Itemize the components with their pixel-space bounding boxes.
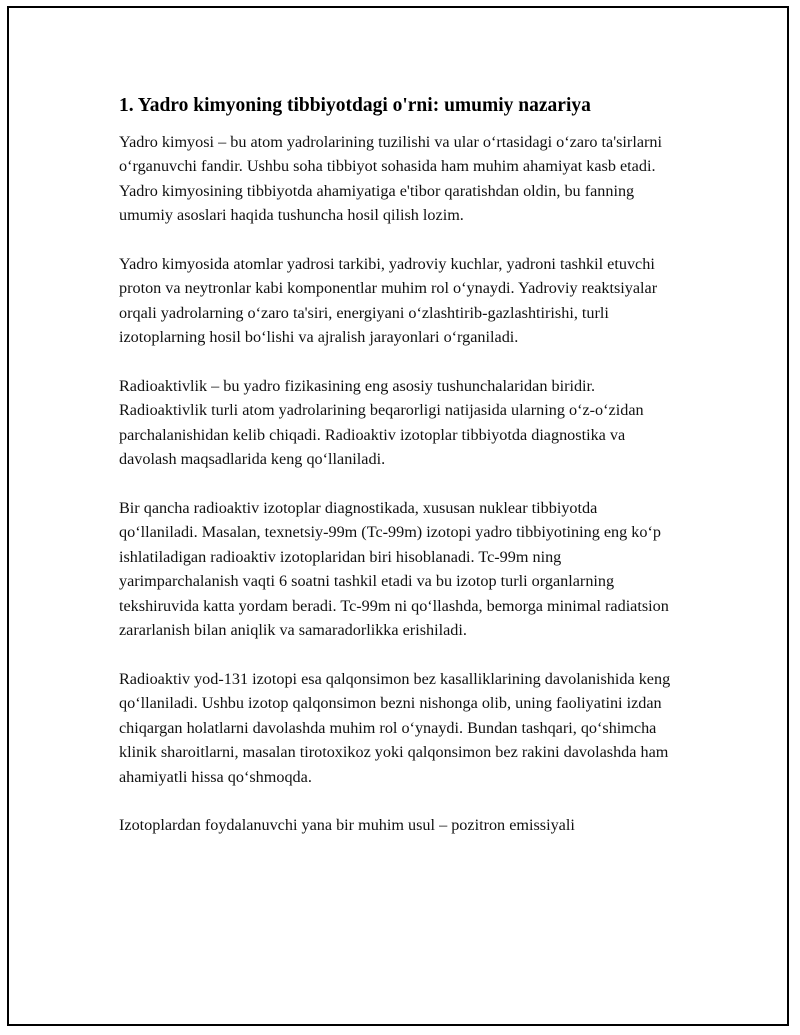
paragraph-6: Izotoplardan foydalanuvchi yana bir muhim usul – pozitron emissiyali xyxy=(119,816,575,835)
paragraph-3: Radioaktivlik – bu yadro fizikasining eng asosiy tushunchalaridan biridir. Radioaktivlik turli atom yadrolarining beqarorligi natijasida ularning o‘z-o‘zidan parchalanishidan kelib chiqadi. Radioaktiv izotoplar tibbiyotda diagnostika va davolash maqsadlarida keng qo‘llaniladi. xyxy=(119,377,644,469)
section-heading: 1. Yadro kimyoning tibbiyotdagi o'rni: umumiy nazariya xyxy=(119,95,591,116)
paragraph-1: Yadro kimyosi – bu atom yadrolarining tuzilishi va ular o‘rtasidagi o‘zaro ta'sirlarni o‘rganuvchi fandir. Ushbu soha tibbiyot sohasida ham muhim ahamiyat kasb etadi. Yadro kimyosining tibbiyotda ahamiyatiga e'tibor qaratishdan oldin, bu fanning umumiy asoslari haqida tushuncha hosil qilish lozim. xyxy=(119,133,662,225)
paragraph-5: Radioaktiv yod-131 izotopi esa qalqonsimon bez kasalliklarining davolanishida keng qo‘llaniladi. Ushbu izotop qalqonsimon bezni nishonga olib, uning faoliyatini izdan chiqargan holatlarni davolashda muhim rol o‘ynaydi. Bundan tashqari, qo‘shimcha klinik sharoitlarni, masalan tirotoxikoz yoki qalqonsimon bez rakini davolashda ham ahamiyatli hissa qo‘shmoqda. xyxy=(119,669,671,786)
paragraph-2: Yadro kimyosida atomlar yadrosi tarkibi, yadroviy kuchlar, yadroni tashkil etuvchi proton va neytronlar kabi komponentlar muhim rol o‘ynaydi. Yadroviy reaktsiyalar orqali yadrolarning o‘zaro ta'siri, energiyani o‘zlashtirib-gazlashtirishi, turli izotoplarning hosil bo‘lishi va ajralish jarayonlari o‘rganiladi. xyxy=(119,255,658,347)
paragraph-4: Bir qancha radioaktiv izotoplar diagnostikada, xususan nuklear tibbiyotda qo‘llaniladi. Masalan, texnetsiy-99m (Tc-99m) izotopi yadro tibbiyotining eng ko‘p ishlatiladigan radioaktiv izotoplaridan biri hisoblanadi. Tc-99m ning yarimparchalanish vaqti 6 soatni tashkil etadi va bu izotop turli organlarning tekshiruvida katta yordam beradi. Tc-99m ni qo‘llashda, bemorga minimal radiatsion zararlanish bilan aniqlik va samaradorlikka erishiladi. xyxy=(119,499,669,640)
document-body xyxy=(119,93,679,862)
